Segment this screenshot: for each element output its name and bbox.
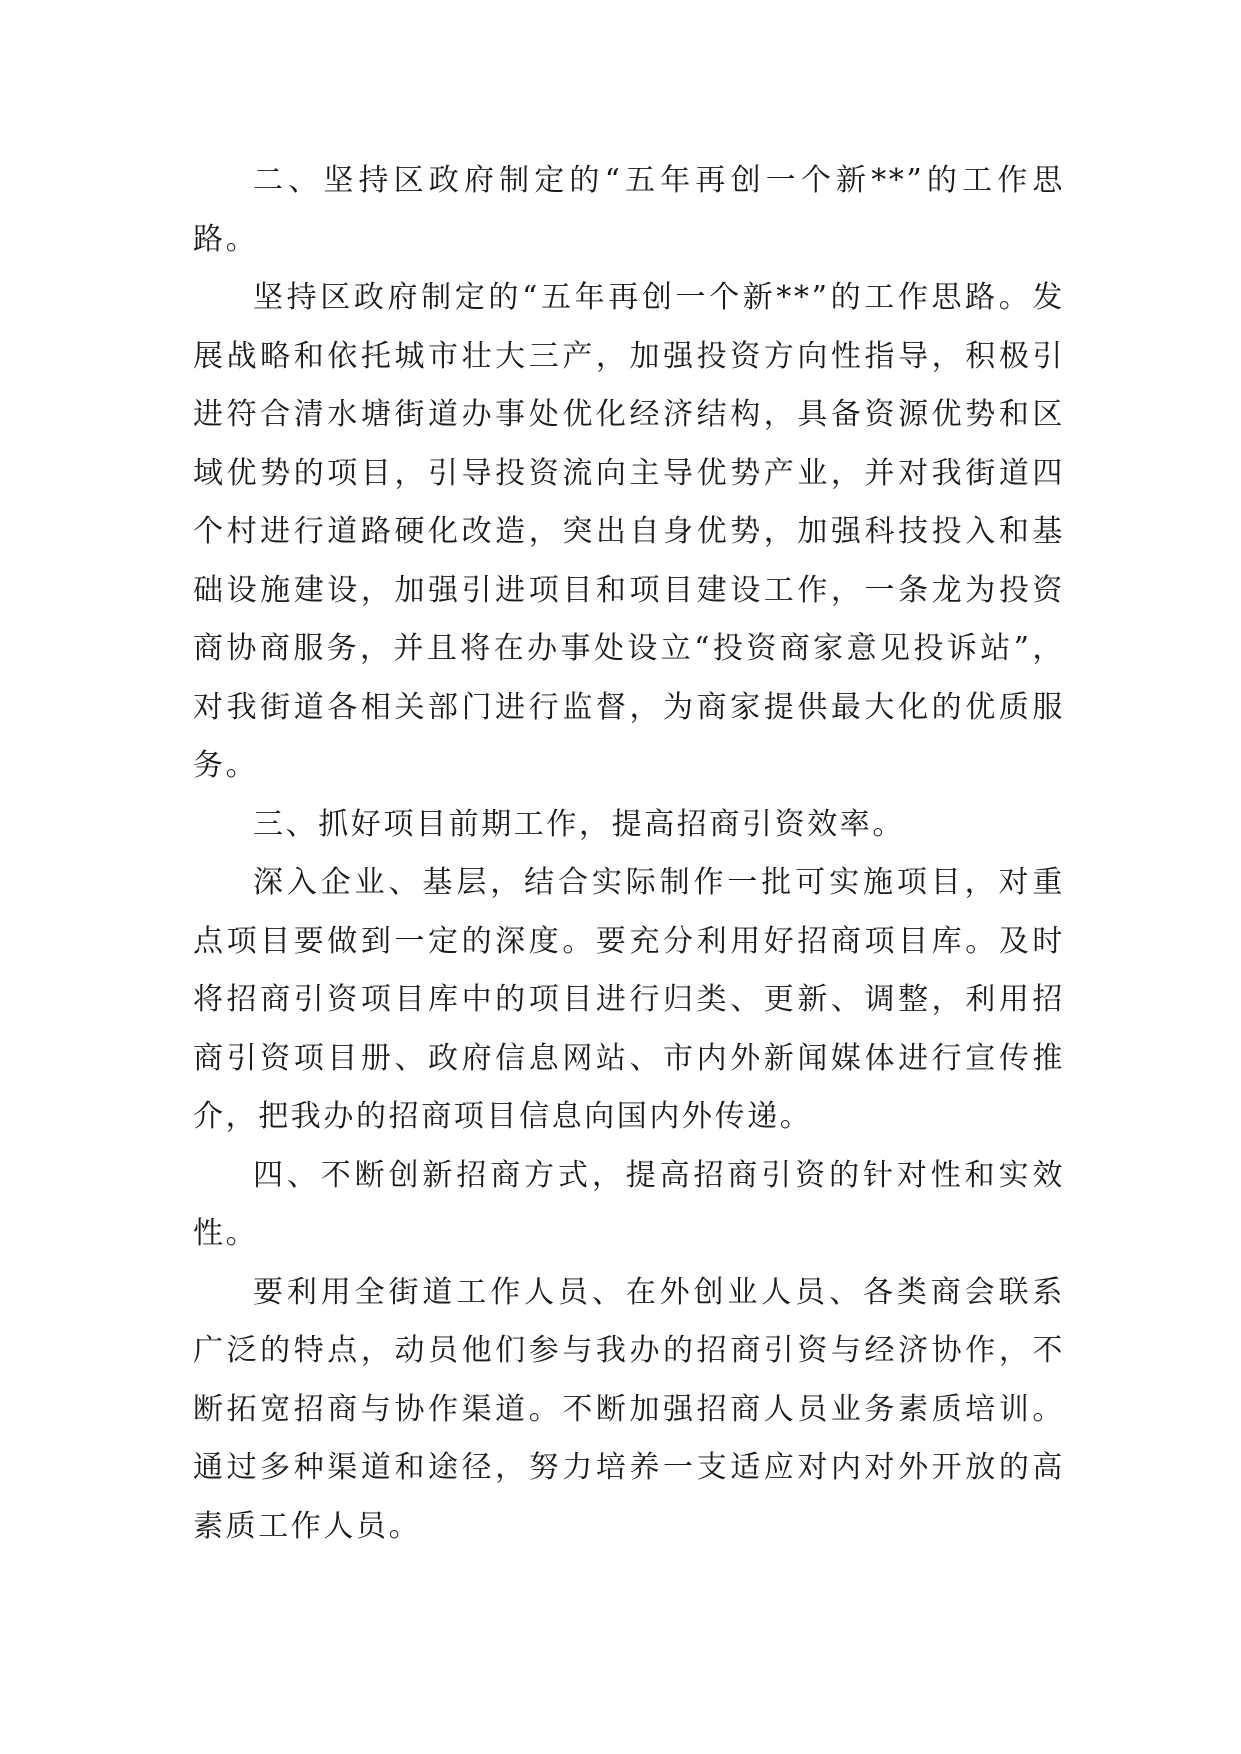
paragraph-section-4-body: 要利用全街道工作人员、在外创业人员、各类商会联系广泛的特点，动员他们参与我办的招商引资与经济协作，不断拓宽招商与协作渠道。不断加强招商人员业务素质培训。通过多种渠道和途径，努力培养一支适应对内对外开放的高素质工作人员。 [193,1274,1065,1544]
heading-section-2: 二、坚持区政府制定的“五年再创一个新**”的工作思路。 [193,163,1065,257]
document-body [193,152,1065,1556]
heading-section-4: 四、不断创新招商方式，提高招商引资的针对性和实效性。 [193,1157,1065,1251]
paragraph-section-3-body: 深入企业、基层，结合实际制作一批可实施项目，对重点项目要做到一定的深度。要充分利用好招商项目库。及时将招商引资项目库中的项目进行归类、更新、调整，利用招商引资项目册、政府信息网站、市内外新闻媒体进行宣传推介，把我办的招商项目信息向国内外传递。 [193,865,1065,1134]
heading-section-3: 三、抓好项目前期工作，提高招商引资效率。 [253,806,905,842]
paragraph-section-2-body: 坚持区政府制定的“五年再创一个新**”的工作思路。发展战略和依托城市壮大三产，加强投资方向性指导，积极引进符合清水塘街道办事处优化经济结构，具备资源优势和区域优势的项目，引导投资流向主导优势产业，并对我街道四个村进行道路硬化改造，突出自身优势，加强科技投入和基础设施建设，加强引进项目和项目建设工作，一条龙为投资商协商服务，并且将在办事处设立“投资商家意见投诉站”，对我街道各相关部门进行监督，为商家提供最大化的优质服务。 [193,280,1065,783]
